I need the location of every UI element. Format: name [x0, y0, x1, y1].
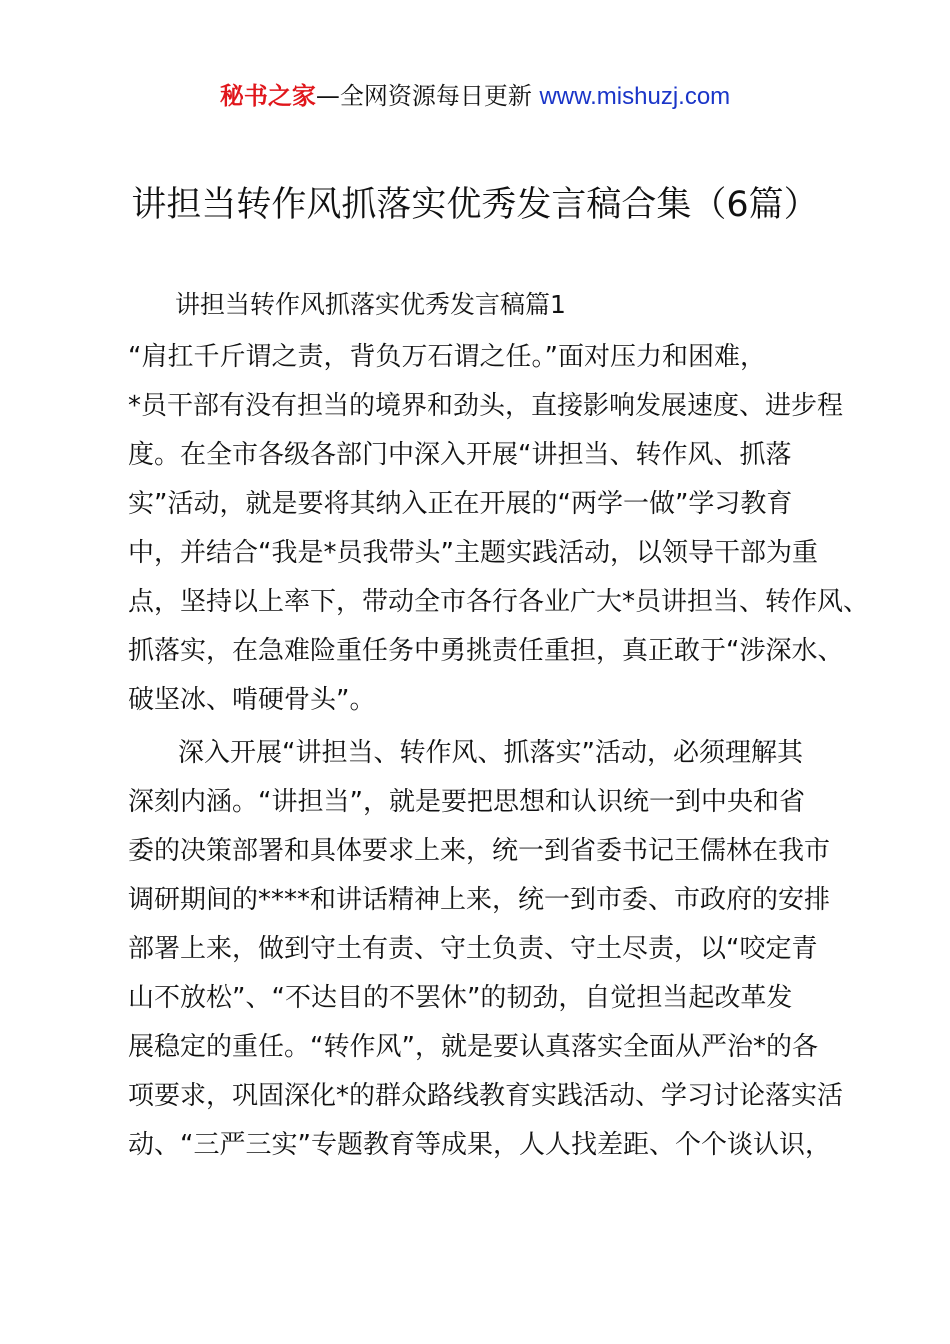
document-title: 讲担当转作风抓落实优秀发言稿合集（6篇）	[131, 185, 819, 225]
paragraph-line: 深入开展“讲担当、转作风、抓落实”活动，必须理解其	[178, 738, 803, 768]
site-header	[0, 80, 950, 113]
paragraph-line: 度。在全市各级各部门中深入开展“讲担当、转作风、抓落	[128, 440, 792, 470]
paragraph-line: 部署上来，做到守土有责、守土负责、守土尽责，以“咬定青	[128, 934, 818, 964]
site-url-link[interactable]: www.mishuzj.com	[539, 83, 731, 110]
site-slogan: —全网资源每日更新	[315, 82, 532, 110]
paragraph-line: 项要求，巩固深化*的群众路线教育实践活动、学习讨论落实活	[128, 1081, 844, 1111]
paragraph-line: 调研期间的****和讲话精神上来，统一到市委、市政府的安排	[128, 885, 831, 915]
paragraph-line: *员干部有没有担当的境界和劲头，直接影响发展速度、进步程	[128, 391, 844, 421]
site-brand: 秘书之家	[219, 82, 316, 110]
paragraph-line: 动、“三严三实”专题教育等成果，人人找差距、个个谈认识，	[128, 1130, 831, 1160]
paragraph-line: 展稳定的重任。“转作风”，就是要认真落实全面从严治*的各	[128, 1032, 818, 1062]
paragraph-line: 中，并结合“我是*员我带头”主题实践活动，以领导干部为重	[128, 538, 818, 568]
section-title: 讲担当转作风抓落实优秀发言稿篇1	[175, 290, 566, 319]
paragraph-line: 点，坚持以上率下，带动全市各行各业广大*员讲担当、转作风、	[128, 587, 870, 617]
paragraph-line: “肩扛千斤谓之责，背负万石谓之任。”面对压力和困难，	[128, 342, 766, 372]
paragraph-line: 抓落实，在急难险重任务中勇挑责任重担，真正敢于“涉深水、	[128, 636, 844, 666]
paragraph-line: 实”活动，就是要将其纳入正在开展的“两学一做”学习教育	[128, 489, 793, 519]
paragraph-line: 深刻内涵。“讲担当”，就是要把思想和认识统一到中央和省	[128, 787, 805, 817]
paragraph-line: 破坚冰、啃硬骨头”。	[128, 685, 376, 715]
paragraph-line: 山不放松”、“不达目的不罢休”的韧劲，自觉担当起改革发	[128, 983, 793, 1013]
paragraph-line: 委的决策部署和具体要求上来，统一到省委书记王儒林在我市	[128, 836, 831, 866]
